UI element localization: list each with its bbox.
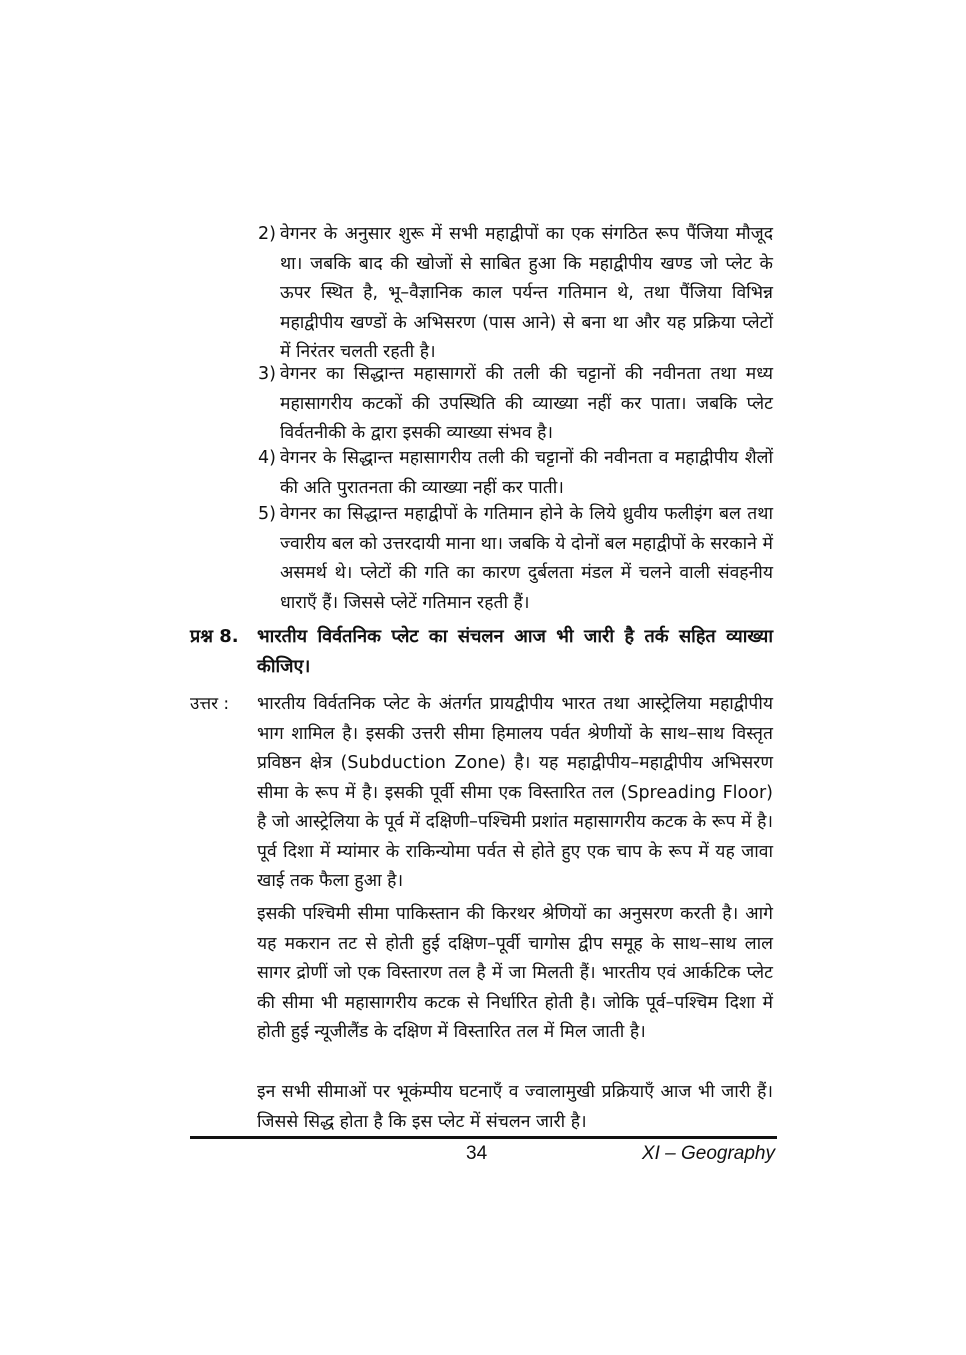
item-number: 2)	[258, 224, 276, 244]
answer-paragraph-1: भारतीय विर्वतनिक प्लेट के अंतर्गत प्रायद्वीपीय भारत तथा आस्ट्रेलिया महाद्वीपीय भाग शामिल है। इसकी उत्तरी सीमा हिमालय पर्वत श्रेणीयों के साथ–साथ विस्तृत प्रविष्ठन क्षेत्र (Subduction Zone) है। यह महाद्वीपीय–महाद्वीपीय अभिसरण सीमा के रूप में है। इसकी पूर्वी सीमा एक विस्तारित तल (Spreading Floor) है जो आस्ट्रेलिया के पूर्व में दक्षिणी–पश्चिमी प्रशांत महासागरीय कटक के रूप में है। पूर्व दिशा में म्यांमार के राकिन्योमा पर्वत से होते हुए एक चाप के रूप में यह जावा खाई तक फैला हुआ है।	[257, 694, 773, 891]
answer-paragraph-3: इन सभी सीमाओं पर भूकंम्पीय घटनाएँ व ज्वालामुखी प्रक्रियाएँ आज भी जारी हैं। जिससे सिद्ध होता है कि इस प्लेट में संचलन जारी है।	[257, 1082, 773, 1132]
answer-label: उत्तर :	[190, 694, 230, 714]
item-number: 4)	[258, 448, 276, 468]
item-number: 5)	[258, 504, 276, 524]
subject-label: XI – Geography	[641, 1143, 775, 1164]
question-text: भारतीय विर्वतनिक प्लेट का संचलन आज भी जारी है तर्क सहित व्याख्या कीजिए।	[257, 626, 773, 677]
footer-rule	[190, 1136, 777, 1139]
list-item-text: वेगनर का सिद्धान्त महाद्वीपों के गतिमान होने के लिये ध्रुवीय फलीइंग बल तथा ज्वारीय बल को उत्तरदायी माना था। जबकि ये दोनों बल महाद्वीपों के सरकाने में असमर्थ थे। प्लेटों की गति का कारण दुर्बलता मंडल में चलने वाली संवहनीय धाराएँ हैं। जिससे प्लेटें गतिमान रहती हैं।	[280, 504, 773, 613]
list-item-text: वेगनर के सिद्धान्त महासागरीय तली की चट्टानों की नवीनता व महाद्वीपीय शैलों की अति पुरातनता की व्याख्या नहीं कर पाती।	[280, 448, 773, 498]
page-number: 34	[466, 1143, 488, 1164]
item-number: 3)	[258, 364, 276, 384]
answer-paragraph-2: इसकी पश्चिमी सीमा पाकिस्तान की किरथर श्रेणियों का अनुसरण करती है। आगे यह मकरान तट से होती हुई दक्षिण–पूर्वी चागोस द्वीप समूह के साथ–साथ लाल सागर द्रोणीं जो एक विस्तारण तल है में जा मिलती हैं। भारतीय एवं आर्कटिक प्लेट की सीमा भी महासागरीय कटक से निर्धारित होती है। जोकि पूर्व–पश्चिम दिशा में होती हुई न्यूजीलैंड के दक्षिण में विस्तारित तल में मिल जाती है।	[257, 904, 773, 1042]
question-label: प्रश्न 8.	[190, 626, 239, 647]
list-item-text: वेगनर का सिद्धान्त महासागरों की तली की चट्टानों की नवीनता तथा मध्य महासागरीय कटकों की उपस्थिति की व्याख्या नहीं कर पाता। जबकि प्लेट विर्वतनीकी के द्वारा इसकी व्याख्या संभव है।	[280, 364, 773, 443]
list-item-text: वेगनर के अनुसार शुरू में सभी महाद्वीपों का एक संगठित रूप पैंजिया मौजूद था। जबकि बाद की खोजों से साबित हुआ कि महाद्वीपीय खण्ड जो प्लेट के ऊपर स्थित है, भू–वैज्ञानिक काल पर्यन्त गतिमान थे, तथा पैंजिया विभिन्न महाद्वीपीय खण्डों के अभिसरण (पास आने) से बना था और यह प्रक्रिया प्लेटों में निरंतर चलती रहती है।	[280, 224, 773, 362]
